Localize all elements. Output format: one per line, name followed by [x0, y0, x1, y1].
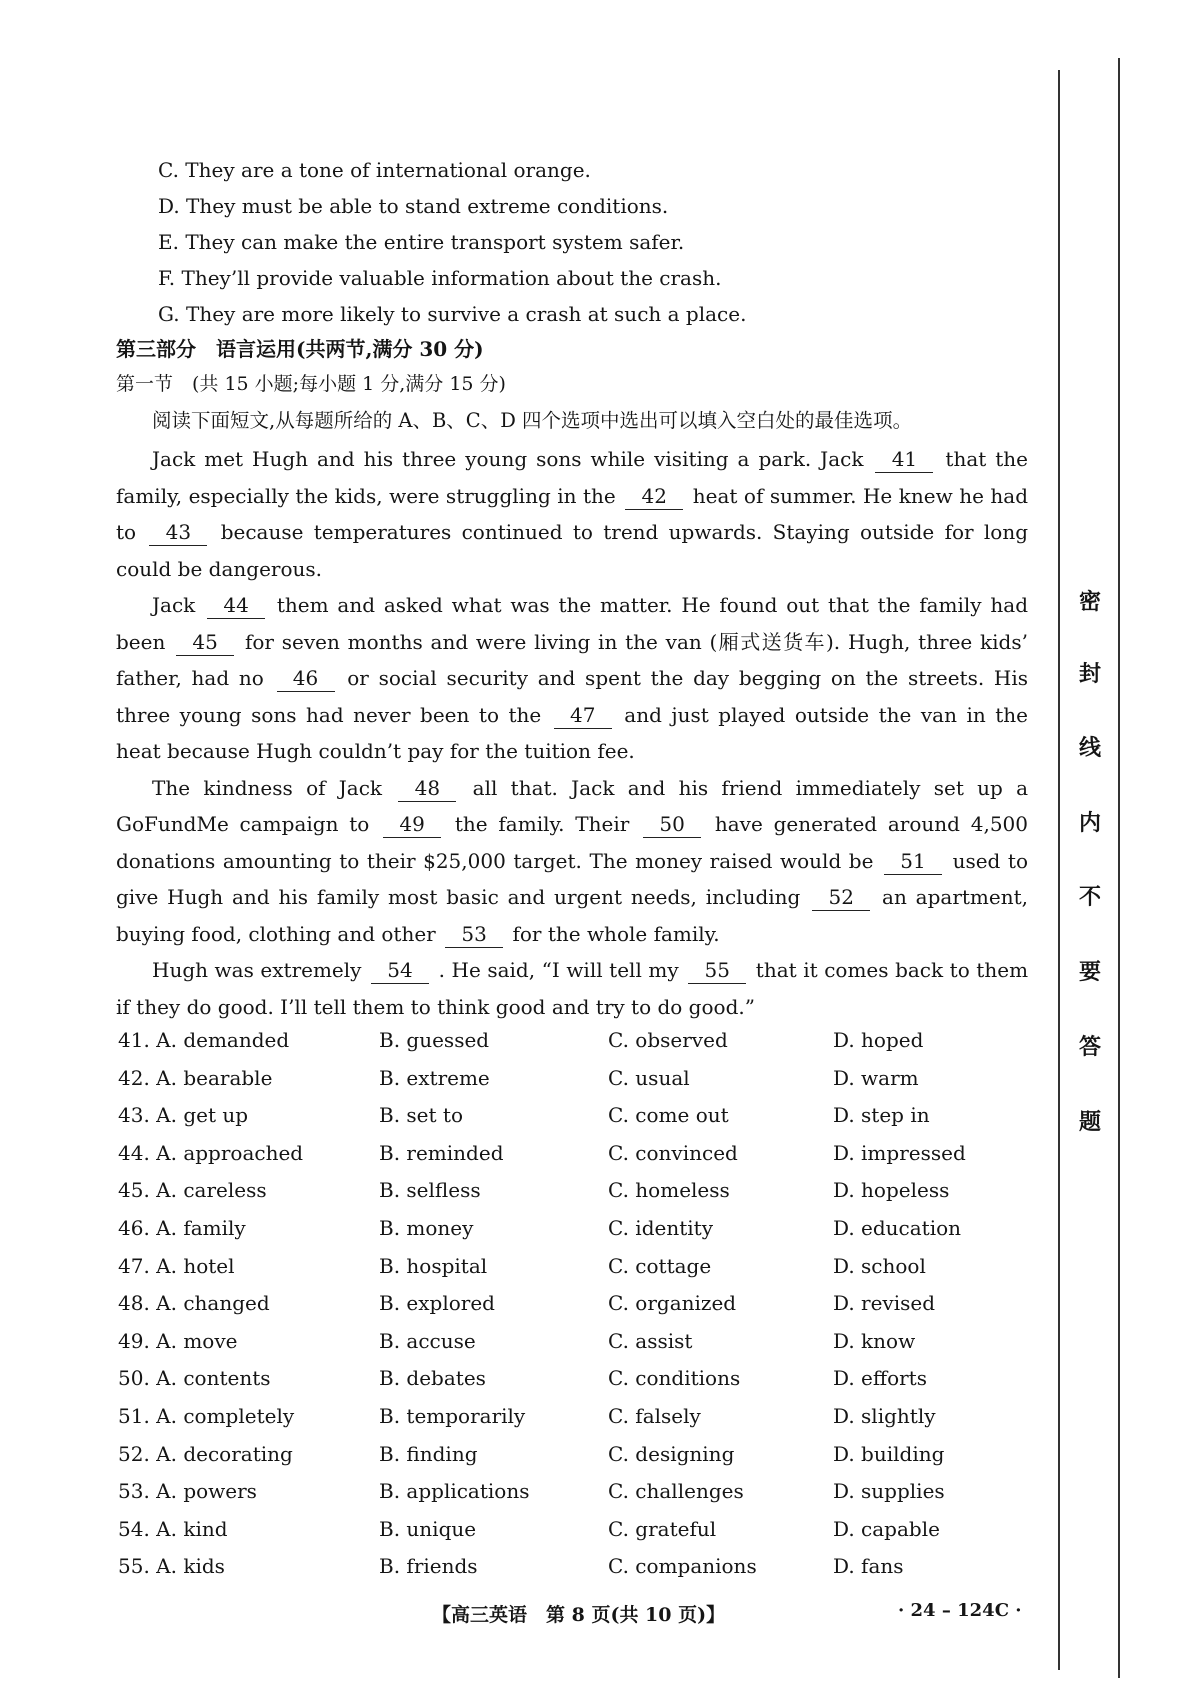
choice-a: 49. A. move [118, 1328, 238, 1353]
choice-a: 48. A. changed [118, 1291, 270, 1316]
choice-c: C. conditions [608, 1366, 741, 1391]
option-c: C. They are a tone of international orange. [158, 158, 591, 182]
subsection-title: 第一节 (共 15 小题;每小题 1 分,满分 15 分) [116, 373, 506, 395]
choice-a: 46. A. family [118, 1215, 246, 1240]
cloze-passage [116, 441, 1028, 1025]
choice-d: D. fans [833, 1554, 904, 1579]
choice-b: B. friends [379, 1554, 478, 1579]
choice-a: 47. A. hotel [118, 1253, 235, 1278]
choice-c: C. designing [608, 1441, 735, 1466]
binding-line-outer [1118, 58, 1120, 1678]
answer-choices [118, 1022, 1018, 1586]
blank-53: 53 [445, 922, 503, 948]
choice-row-55 [118, 1548, 1018, 1586]
choice-row-51 [118, 1398, 1018, 1436]
section-title: 第三部分 语言运用(共两节,满分 30 分) [116, 337, 484, 361]
blank-55: 55 [688, 958, 746, 984]
choice-row-52 [118, 1436, 1018, 1474]
choice-d: D. hopeless [833, 1178, 950, 1203]
paragraph-4: Hugh was extremely 54 . He said, “I will tell my 55 that it comes back to them if they do good. I’ll tell them to think good and try to do good.” [116, 958, 1029, 1019]
paragraph-1: Jack met Hugh and his three young sons while visiting a park. Jack 41 that the family, especially the kids, were struggling in the 42 heat of summer. He knew he had to 43 because temperatures continued to trend upwards. Staying outside for long could be dangerous. [116, 447, 1029, 581]
choice-d: D. efforts [833, 1366, 927, 1391]
choice-row-45 [118, 1172, 1018, 1210]
blank-41: 41 [875, 447, 933, 473]
choice-row-53 [118, 1473, 1018, 1511]
choice-b: B. guessed [379, 1028, 490, 1052]
choice-b: B. temporarily [379, 1403, 526, 1428]
choice-a: 45. A. careless [118, 1178, 267, 1203]
seal-char: 要 [1078, 959, 1101, 985]
choice-b: B. money [379, 1215, 474, 1240]
seal-char: 答 [1078, 1034, 1101, 1060]
choice-row-48 [118, 1285, 1018, 1323]
blank-51: 51 [884, 849, 942, 875]
choice-d: D. know [833, 1328, 916, 1353]
choice-c: C. identity [608, 1215, 713, 1240]
choice-d: D. warm [833, 1065, 919, 1090]
choice-b: B. set to [379, 1103, 463, 1128]
choice-a: 44. A. approached [118, 1140, 304, 1165]
choice-a: 52. A. decorating [118, 1441, 293, 1466]
option-g: G. They are more likely to survive a crash at such a place. [158, 302, 747, 326]
choice-b: B. accuse [379, 1328, 476, 1353]
seal-char: 不 [1078, 884, 1101, 910]
choice-b: B. hospital [379, 1253, 488, 1278]
choice-d: D. supplies [833, 1479, 945, 1504]
binding-line-inner [1058, 70, 1060, 1670]
blank-43: 43 [149, 520, 207, 546]
choice-c: C. usual [608, 1065, 690, 1090]
option-d: D. They must be able to stand extreme conditions. [158, 194, 669, 218]
choice-a: 54. A. kind [118, 1516, 228, 1541]
choice-b: B. debates [379, 1366, 486, 1391]
choice-c: C. come out [608, 1103, 729, 1128]
choice-b: B. reminded [379, 1140, 504, 1165]
seal-char: 线 [1078, 735, 1101, 761]
blank-42: 42 [625, 484, 683, 510]
blank-45: 45 [176, 630, 234, 656]
seal-char: 密 [1078, 589, 1101, 615]
choice-b: B. finding [379, 1441, 478, 1466]
choice-row-43 [118, 1097, 1018, 1135]
choice-c: C. organized [608, 1291, 737, 1316]
choice-a: 51. A. completely [118, 1403, 295, 1428]
page-footer-code: · 24 – 124C · [898, 1600, 1022, 1621]
blank-48: 48 [398, 776, 456, 802]
blank-50: 50 [643, 812, 701, 838]
option-f: F. They’ll provide valuable information about the crash. [158, 266, 722, 290]
blank-47: 47 [554, 703, 612, 729]
blank-49: 49 [383, 812, 441, 838]
choice-c: C. grateful [608, 1516, 717, 1541]
choice-row-47 [118, 1248, 1018, 1286]
choice-b: B. explored [379, 1291, 495, 1316]
choice-c: C. assist [608, 1328, 693, 1353]
choice-row-54 [118, 1511, 1018, 1549]
blank-44: 44 [207, 593, 265, 619]
blank-52: 52 [812, 885, 870, 911]
choice-d: D. impressed [833, 1140, 966, 1165]
choice-d: D. slightly [833, 1403, 936, 1428]
choice-b: B. extreme [379, 1065, 490, 1090]
seal-char: 内 [1078, 810, 1101, 836]
choice-row-44 [118, 1135, 1018, 1173]
seal-char: 题 [1078, 1109, 1101, 1135]
paragraph-3: The kindness of Jack 48 all that. Jack and his friend immediately set up a GoFundMe campaign to 49 the family. Their 50 have generated around 4,500 donations amounting to their $25,000 target. The money raised would be 51 used to give Hugh and his family most basic and urgent needs, including 52 an apartment, buying food, clothing and other 53 for the whole family. [116, 775, 1029, 946]
choice-a: 43. A. get up [118, 1103, 249, 1128]
choice-d: D. school [833, 1253, 926, 1278]
choice-c: C. falsely [608, 1403, 701, 1428]
choice-c: C. challenges [608, 1479, 744, 1504]
choice-b: B. selfless [379, 1178, 481, 1203]
choice-c: C. homeless [608, 1178, 730, 1203]
choice-a: 53. A. powers [118, 1479, 257, 1504]
choice-d: D. hoped [833, 1028, 924, 1052]
choice-row-49 [118, 1323, 1018, 1361]
choice-b: B. unique [379, 1516, 477, 1541]
choice-c: C. observed [608, 1028, 728, 1052]
choice-a: 42. A. bearable [118, 1065, 273, 1090]
choice-row-41 [118, 1022, 1018, 1060]
previous-question-options [158, 152, 1058, 332]
choice-row-46 [118, 1210, 1018, 1248]
blank-54: 54 [371, 958, 429, 984]
blank-46: 46 [277, 666, 335, 692]
choice-a: 50. A. contents [118, 1366, 271, 1391]
choice-c: C. companions [608, 1554, 757, 1579]
choice-d: D. capable [833, 1516, 940, 1541]
choice-d: D. step in [833, 1103, 930, 1128]
choice-row-50 [118, 1360, 1018, 1398]
choice-row-42 [118, 1060, 1018, 1098]
choice-d: D. education [833, 1215, 962, 1240]
paragraph-2: Jack 44 them and asked what was the matter. He found out that the family had been 45 for seven months and were living in the van (厢式送货车). Hugh, three kids’ father, had no 46 or social security and spent the day begging on the streets. His three young sons had never been to the 47 and just played outside the van in the heat because Hugh couldn’t pay for the tuition fee. [116, 593, 1029, 763]
choice-d: D. revised [833, 1291, 936, 1316]
page-footer-title: 【高三英语 第 8 页(共 10 页)】 [432, 1604, 726, 1626]
instruction: 阅读下面短文,从每题所给的 A、B、C、D 四个选项中选出可以填入空白处的最佳选项。 [152, 409, 913, 432]
choice-b: B. applications [379, 1479, 530, 1504]
option-e: E. They can make the entire transport system safer. [158, 230, 685, 254]
choice-c: C. convinced [608, 1140, 738, 1165]
choice-a: 55. A. kids [118, 1554, 225, 1579]
choice-d: D. building [833, 1441, 945, 1466]
seal-char: 封 [1078, 661, 1101, 687]
choice-c: C. cottage [608, 1253, 712, 1278]
choice-a: 41. A. demanded [118, 1028, 290, 1052]
